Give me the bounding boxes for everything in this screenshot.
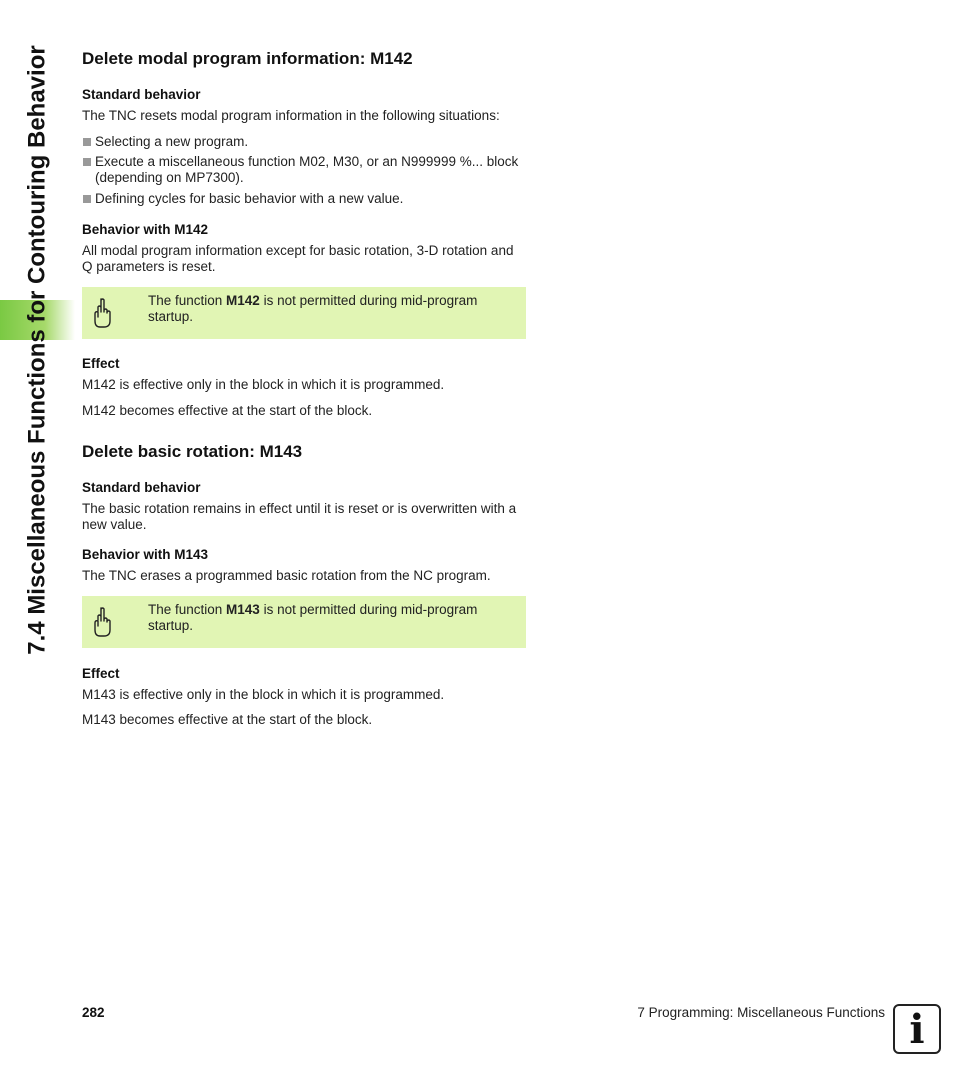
heading-m143: Delete basic rotation: M143 xyxy=(82,442,303,461)
note-box-m143 xyxy=(82,596,526,648)
list-item-text: Execute a miscellaneous function M02, M30, or an N999999 %... block (depending on MP7300). xyxy=(95,154,519,185)
m143-behavior-heading: Behavior with M143 xyxy=(82,547,209,562)
list-item-text: Selecting a new program. xyxy=(95,134,249,149)
m143-effect-heading: Effect xyxy=(82,666,120,681)
heading-m142: Delete modal program information: M142 xyxy=(82,49,413,68)
info-glyph: i xyxy=(909,1005,925,1053)
page-number: 282 xyxy=(82,1005,105,1020)
note-keyword: M142 xyxy=(226,293,260,308)
m142-behavior-heading: Behavior with M142 xyxy=(82,222,209,237)
list-item xyxy=(82,134,527,150)
note-box-m142 xyxy=(82,287,526,339)
side-title-text: 7.4 Miscellaneous Functions for Contouring Behavior xyxy=(23,45,51,655)
note-text: The function M142 is not permitted during mid-program startup. xyxy=(148,293,478,324)
pointing-hand-icon xyxy=(90,606,114,638)
bullet-square-icon xyxy=(83,195,91,203)
list-item xyxy=(82,191,527,207)
bullet-square-icon xyxy=(83,138,91,146)
pointing-hand-icon xyxy=(90,297,114,329)
m143-behavior-text: The TNC erases a programmed basic rotation from the NC program. xyxy=(82,568,491,583)
m143-effect-text-2: M143 becomes effective at the start of the block. xyxy=(82,712,373,727)
list-item-text: Defining cycles for basic behavior with a new value. xyxy=(95,191,404,206)
list-item xyxy=(82,154,527,186)
note-text: The function M143 is not permitted during mid-program startup. xyxy=(148,602,478,633)
m142-effect-text-1: M142 is effective only in the block in which it is programmed. xyxy=(82,377,445,392)
section-side-title xyxy=(0,0,75,700)
m142-effect-heading: Effect xyxy=(82,356,120,371)
m143-standard-heading: Standard behavior xyxy=(82,480,201,495)
note-keyword: M143 xyxy=(226,602,260,617)
m142-behavior-text: All modal program information except for basic rotation, 3-D rotation and Q parameters is reset. xyxy=(82,243,514,274)
chapter-title: 7 Programming: Miscellaneous Functions xyxy=(637,1005,885,1020)
bullet-square-icon xyxy=(83,158,91,166)
m142-effect-text-2: M142 becomes effective at the start of the block. xyxy=(82,403,373,418)
m143-standard-text: The basic rotation remains in effect until it is reset or is overwritten with a new value. xyxy=(82,501,517,532)
m142-standard-heading: Standard behavior xyxy=(82,87,201,102)
m143-effect-text-1: M143 is effective only in the block in which it is programmed. xyxy=(82,687,445,702)
m142-standard-text: The TNC resets modal program information in the following situations: xyxy=(82,108,500,123)
info-icon xyxy=(893,1004,941,1054)
